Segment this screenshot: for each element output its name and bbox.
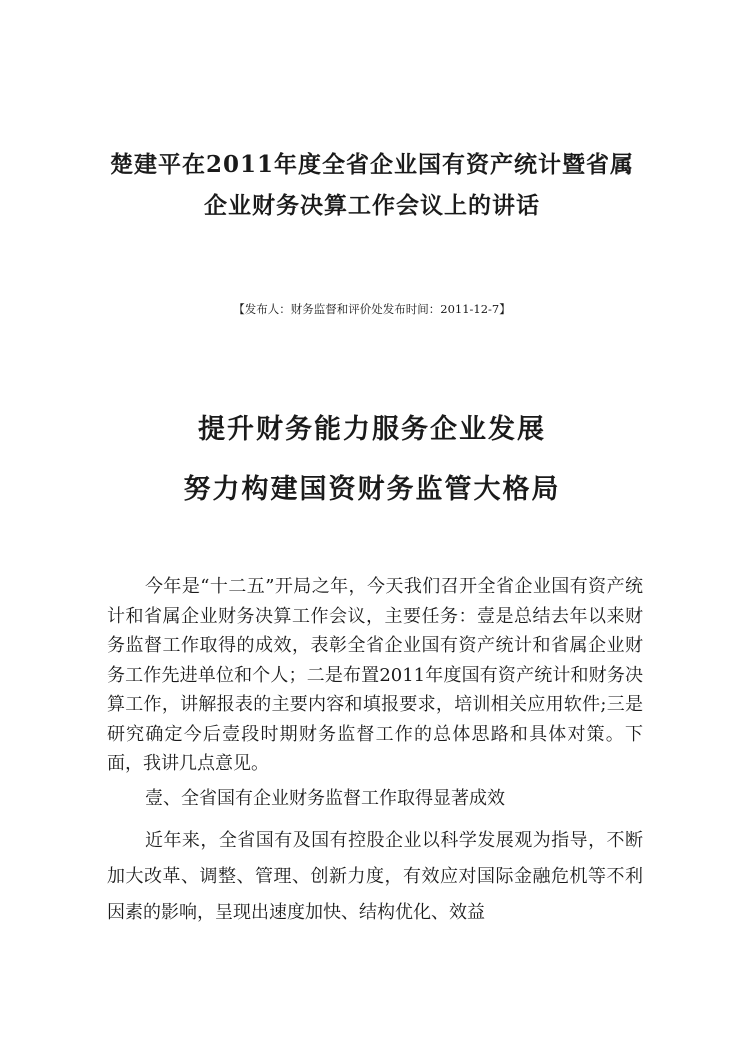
document-title-line-2: 企业财务决算工作会议上的讲话 [204,192,540,219]
body-paragraph: 近年来，全省国有及国有控股企业以科学发展观为指导，不断加大改革、调整、管理、创新力度，有效应对国际金融危机等不利因素的影响，呈现出速度加快、结构优化、效益 [107,830,643,923]
speech-subtitle-line-1: 提升财务能力服务企业发展 [198,414,546,445]
document-title-line-1: 楚建平在2011年度全省企业国有资产统计暨省属 [109,151,634,178]
intro-paragraph: 今年是“十二五”开局之年，今天我们召开全省企业国有资产统计和省属企业财务决算工作会议，主要任务：壹是总结去年以来财务监督工作取得的成效，表彰全省企业国有资产统计和省属企业财务工作先进单位和个人；二是布置2011年度国有资产统计和财务决算工作，讲解报表的主要内容和填报要求，培训相关应用软件;三是研究确定今后壹段时期财务监督工作的总体思路和具体对策。下面，我讲几点意见。 [107,576,643,774]
section-heading: 壹、全省国有企业财务监督工作取得显著成效 [145,788,505,809]
speech-subtitle-line-2: 努力构建国资财务监管大格局 [183,474,561,505]
publish-info: 【发布人：财务监督和评价处发布时间：2011-12-7】 [233,302,511,316]
